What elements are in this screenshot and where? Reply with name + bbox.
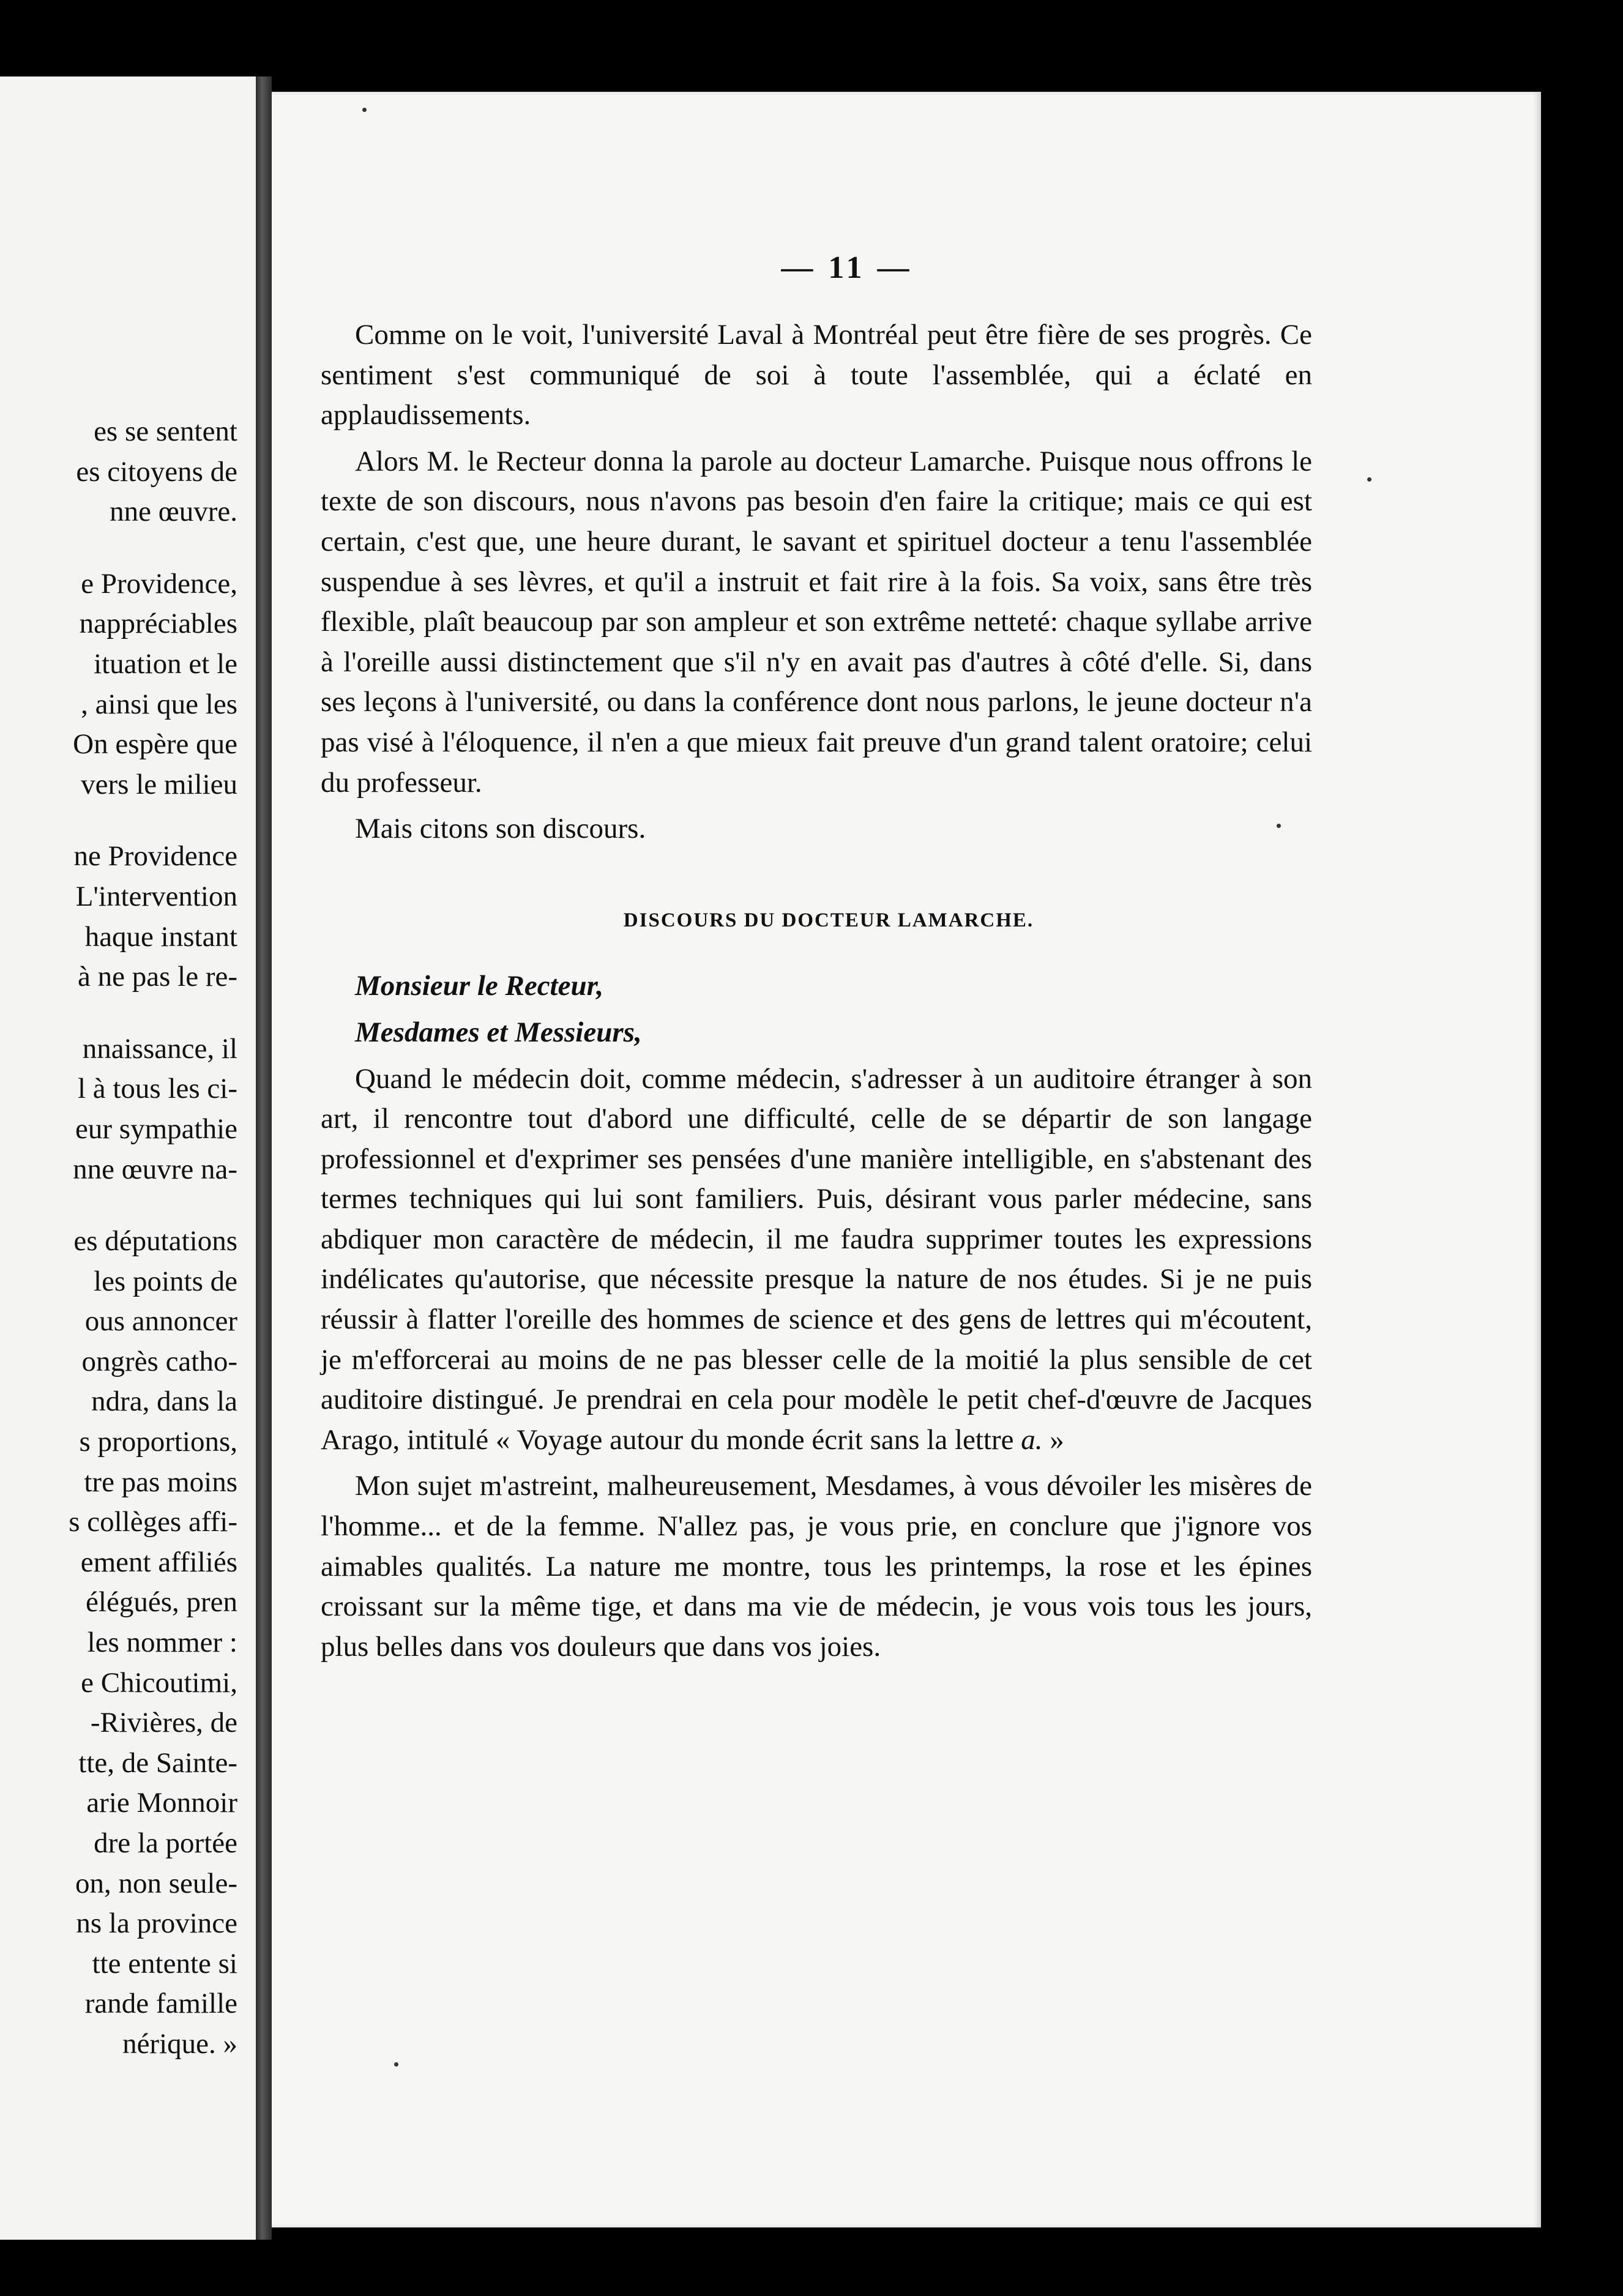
current-page — [272, 92, 1541, 2227]
text-line: arie Monnoir — [86, 1787, 237, 1819]
text-line: tte entente si — [92, 1947, 237, 1980]
paper-speck — [394, 2062, 398, 2067]
text-line: les nommer : — [87, 1627, 237, 1659]
text-line: on, non seule- — [75, 1867, 237, 1899]
text-line: nérique. » — [122, 2027, 237, 2060]
text-line: rande famille — [84, 1988, 237, 2020]
text-line: tre pas moins — [84, 1466, 237, 1498]
previous-page-text — [0, 412, 237, 2065]
salutation-recteur: Monsieur le Recteur, — [355, 970, 604, 1002]
text-line: eur sympathie — [75, 1113, 237, 1145]
text-line: ns la province — [76, 1907, 237, 1940]
line-gap — [0, 1190, 237, 1221]
text-line: ne Providence — [73, 840, 237, 873]
line-gap — [0, 805, 237, 837]
text-line: s proportions, — [79, 1426, 237, 1458]
text-line: ongrès catho- — [81, 1345, 237, 1377]
closing-quote: » — [1042, 1423, 1064, 1456]
text-line: e Providence, — [81, 567, 237, 600]
text-line: à ne pas le re- — [78, 961, 237, 993]
text-line: nne œuvre. — [110, 496, 237, 528]
paragraph: Mais citons son discours. — [355, 813, 646, 845]
section-heading: DISCOURS DU DOCTEUR LAMARCHE. — [623, 909, 1034, 931]
text-line: , ainsi que les — [81, 688, 237, 720]
text-line: es se sentent — [94, 416, 237, 447]
text-line: -Rivières, de — [90, 1707, 237, 1739]
paper-speck — [1367, 477, 1371, 482]
text-line: s collèges affi- — [69, 1506, 237, 1538]
paper-speck — [1277, 824, 1281, 828]
italic-letter: a. — [1021, 1423, 1043, 1456]
text-line: L'intervention — [75, 880, 237, 912]
text-line: l à tous les ci- — [77, 1073, 237, 1105]
salutation-audience: Mesdames et Messieurs, — [355, 1016, 642, 1048]
paragraph-text: Quand le médecin doit, comme médecin, s'adresser à un auditoire étranger à son art, il rencontre tout d'abord une difficulté, celle de se départir de son langage professionnel et d'exprimer ses pensées d'une manière intelligible, en s'abstenant des termes techniques qui lui sont familiers. Puis, désirant vous parler médecine, sans abdiquer mon caractère de médecin, il me faudra supprimer toutes les expressions indélicates qu'autorise, que nécessite presque la nature de nos études. Si je ne puis réussir à flatter l'oreille des hommes de science et des gens de lettres qui m'écoutent, je m'efforcerai au moins de ne pas blesser celle de la moitié la plus sensible de cet auditoire distingué. Je prendrai en cela pour modèle le petit chef-d'œuvre de Jacques Arago, intitulé « Voyage autour du monde écrit sans la lettre — [321, 1062, 1312, 1456]
text-line: ous annoncer — [84, 1305, 237, 1338]
paragraph: Comme on le voit, l'université Laval à Montréal peut être fière de ses progrès. Ce sentiment s'est communiqué de soi à toute l'assemblée, qui a éclaté en applaudissements. — [321, 319, 1312, 431]
text-line: tte, de Sainte- — [78, 1746, 237, 1779]
text-line: e Chicoutimi, — [81, 1666, 237, 1699]
line-gap — [0, 532, 237, 564]
text-line: ndra, dans la — [91, 1385, 237, 1418]
line-gap — [0, 997, 237, 1029]
text-line: ement affiliés — [80, 1546, 237, 1578]
text-line: nne œuvre na- — [73, 1153, 237, 1185]
paragraph: Alors M. le Recteur donna la parole au docteur Lamarche. Puisque nous offrons le texte de son discours, nous n'avons pas besoin d'en faire la critique; mais ce qui est certain, c'est que, une heure durant, le savant et spirituel docteur a tenu l'assemblée suspendue à ses lèvres, et qu'il a instruit et fait rire à la fois. Sa voix, sans être très flexible, plaît beaucoup par son ampleur et son extrême netteté: chaque syllabe arrive à l'oreille aussi distinctement que s'il n'y en avait pas d'autres à côté d'elle. Si, dans ses leçons à l'université, ou dans la conférence dont nous parlons, le jeune docteur n'a pas visé à l'éloquence, il n'en a que mieux fait preuve d'un grand talent oratoire; celui du professeur. — [321, 445, 1312, 799]
text-line: nnaissance, il — [82, 1032, 237, 1065]
text-line: ituation et le — [94, 647, 237, 680]
text-line: es députations — [73, 1225, 237, 1258]
text-line: es citoyens de — [76, 455, 237, 488]
text-line: On espère que — [73, 728, 237, 761]
paragraph: Mon sujet m'astreint, malheureusement, Mesdames, à vous dévoiler les misères de l'homme... et de la femme. N'allez pas, je vous prie, en conclure que j'ignore vos aimables qualités. La nature me montre, tous les printemps, la rose et les épines croissant sur la même tige, et dans ma vie de médecin, je vous vois tous les jours, plus belles dans vos douleurs que dans vos joies. — [321, 1470, 1312, 1663]
page-number: — 11 — — [781, 250, 913, 285]
paragraph — [321, 1059, 1312, 1461]
paper-speck — [362, 108, 367, 112]
text-line: haque instant — [84, 920, 237, 953]
previous-page — [0, 76, 259, 2240]
text-line: dre la portée — [94, 1827, 237, 1859]
text-line: vers le milieu — [81, 768, 237, 800]
text-line: élégués, pren — [86, 1586, 237, 1619]
text-line: nappréciables — [79, 608, 237, 640]
text-line: les points de — [94, 1265, 237, 1297]
page-body — [321, 315, 1312, 1673]
book-gutter — [256, 76, 272, 2240]
